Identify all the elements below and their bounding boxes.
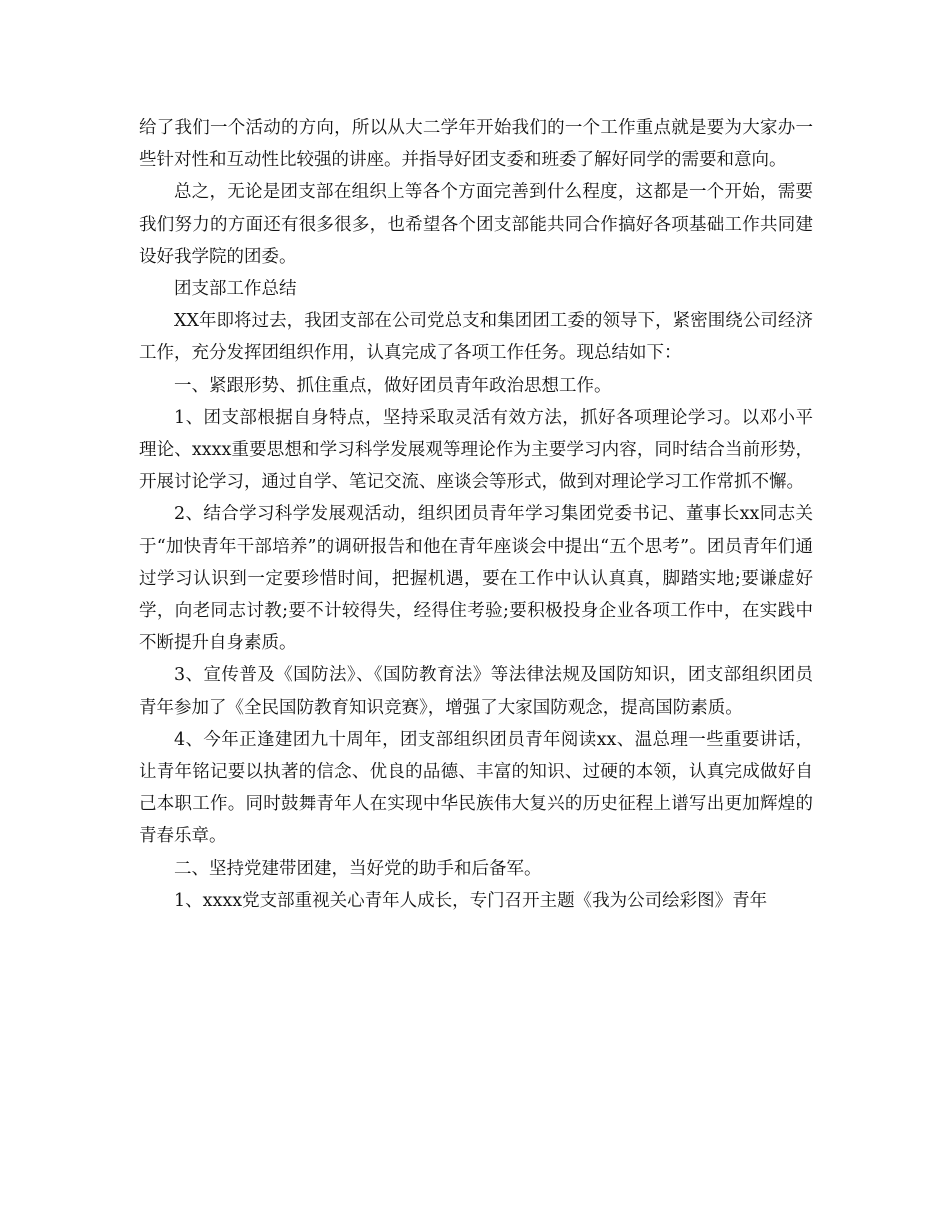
document-page	[139, 112, 813, 917]
paragraph-6: 1、团支部根据自身特点，坚持采取灵活有效方法，抓好各项理论学习。以邓小平理论、xxxx重要思想和学习科学发展观等理论作为主要学习内容，同时结合当前形势，开展讨论学习，通过自学、笔记交流、座谈会等形式，做到对理论学习工作常抓不懈。	[139, 407, 813, 493]
paragraph-9: 4、今年正逢建团九十周年，团支部组织团员青年阅读xx、温总理一些重要讲话，让青年铭记要以执著的信念、优良的品德、丰富的知识、过硬的本领，认真完成做好自己本职工作。同时鼓舞青年人在实现中华民族伟大复兴的历史征程上谱写出更加辉煌的青春乐章。	[139, 729, 813, 847]
subheading-2: 二、坚持党建带团建，当好党的助手和后备军。	[174, 858, 542, 879]
paragraph-7: 2、结合学习科学发展观活动，组织团员青年学习集团党委书记、董事长xx同志关于“加快青年干部培养”的调研报告和他在青年座谈会中提出“五个思考”。团员青年们通过学习认识到一定要珍惜时间，把握机遇，要在工作中认认真真，脚踏实地;要谦虚好学，向老同志讨教;要不计较得失，经得住考验;要积极投身企业各项工作中，在实践中不断提升自身素质。	[139, 504, 813, 654]
paragraph-2: 总之，无论是团支部在组织上等各个方面完善到什么程度，这都是一个开始，需要我们努力的方面还有很多很多，也希望各个团支部能共同合作搞好各项基础工作共同建设好我学院的团委。	[139, 182, 813, 267]
subheading-1: 一、紧跟形势、抓住重点，做好团员青年政治思想工作。	[174, 375, 612, 396]
paragraph-4: XX年即将过去，我团支部在公司党总支和集团团工委的领导下，紧密围绕公司经济工作，充分发挥团组织作用，认真完成了各项工作任务。现总结如下：	[139, 311, 813, 364]
paragraph-1: 给了我们一个活动的方向，所以从大二学年开始我们的一个工作重点就是要为大家办一些针对性和互动性比较强的讲座。并指导好团支委和班委了解好同学的需要和意向。	[139, 118, 813, 171]
paragraph-11: 1、xxxx党支部重视关心青年人成长，专门召开主题《我为公司绘彩图》青年	[174, 890, 768, 911]
section-heading: 团支部工作总结	[174, 279, 297, 300]
paragraph-8: 3、宣传普及《国防法》、《国防教育法》等法律法规及国防知识，团支部组织团员青年参加了《全民国防教育知识竞赛》，增强了大家国防观念，提高国防素质。	[139, 665, 813, 718]
